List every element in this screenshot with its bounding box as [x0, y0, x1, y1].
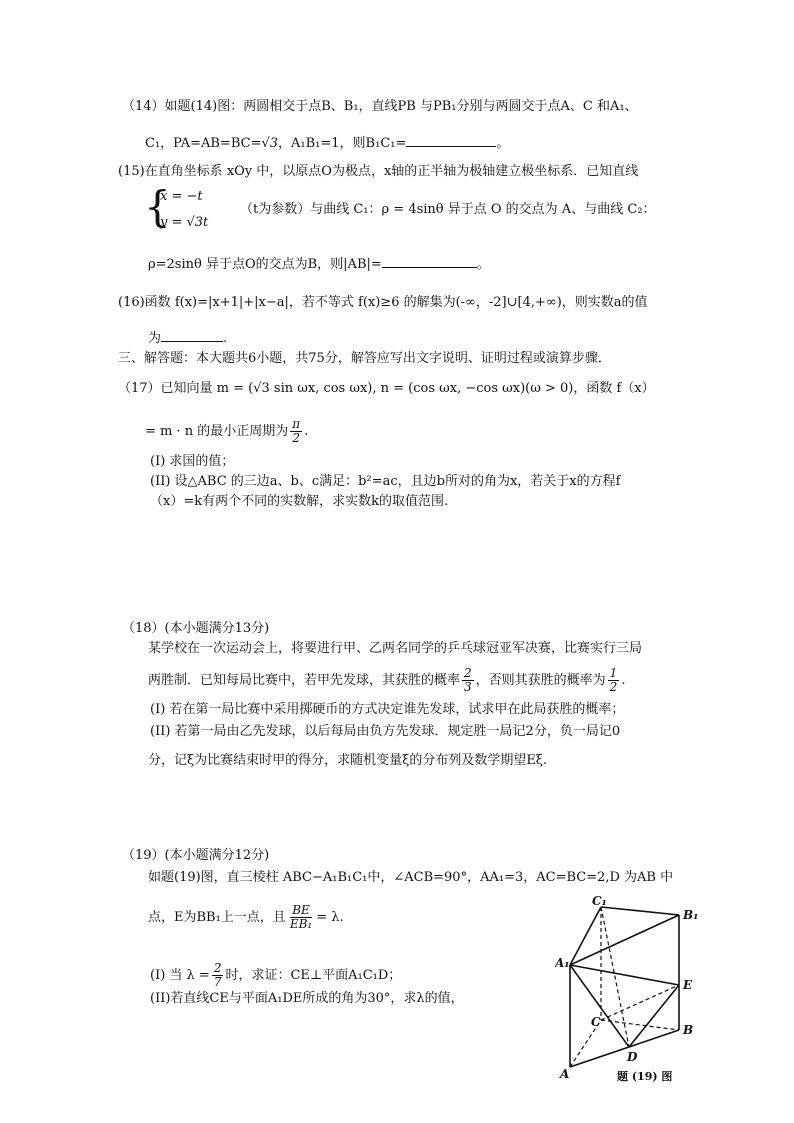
q16-line1: (16)函数 f(x)=|x+1|+|x−a|，若不等式 f(x)≥6 的解集为(-∞，-2]∪[4,+∞)，则实数a的值 [118, 295, 648, 310]
edge-c1-b1 [601, 907, 679, 915]
q17-text-b: . [304, 424, 309, 439]
q14-text-d: 。 [496, 136, 510, 151]
q18-text-a: 两胜制．已知每局比赛中，若甲先发球，其获胜的概率 [148, 673, 461, 688]
q19-part1-a: (I) 当 λ = [150, 968, 210, 983]
q15-line2: （t为参数）与曲线 C₁：ρ = 4sinθ 异于点 O 的交点为 A、与曲线 C₂： [240, 202, 656, 217]
q19-part1-frac-den: 7 [213, 975, 222, 989]
label-d: D [627, 1050, 638, 1064]
q18-line2 [148, 667, 625, 694]
edge-a1-b1 [570, 915, 679, 965]
q15-brace: { [144, 182, 171, 231]
q18-heading: （18）(本小题满分13分) [122, 621, 270, 636]
q15-line1: (15)在直角坐标系 xOy 中，以原点O为极点，x轴的正半轴为极轴建立极坐标系．已知直线 [118, 164, 639, 179]
section3-heading: 三、解答题：本大题共6小题，共75分，解答应写出文字说明、证明过程或演算步骤． [118, 351, 611, 366]
q17-line1: （17）已知向量 m = (√3 sin ωx, cos ωx), n = (cos ωx, −cos ωx)(ω > 0)，函数 f（x） [118, 381, 655, 396]
label-a: A [560, 1067, 570, 1081]
q17-frac-num: π [292, 417, 301, 431]
q16-text-b: . [223, 331, 228, 346]
q15-system-eq2: y = √3t [160, 215, 209, 230]
q16-line2 [148, 329, 227, 348]
q19-frac-den: EB₁ [289, 917, 313, 931]
q18-fraction-2 [608, 667, 620, 694]
q15-line3 [148, 255, 490, 274]
label-e: E [683, 978, 693, 992]
q18-line1: 某学校在一次运动会上，将要进行甲、乙两名同学的乒乓球冠亚军决赛，比赛实行三局 [148, 641, 643, 656]
q18-part2: (II) 若第一局由乙先发球，以后每局由负方先发球．规定胜一局记2分，负一局记0 [150, 724, 621, 739]
q18-fraction-1 [462, 667, 474, 694]
q18-frac1-num: 2 [464, 666, 472, 680]
q14-answer-blank [406, 134, 496, 147]
q14-sqrt3: √3 [261, 136, 279, 151]
q19-part1-b: 时，求证：CE⊥平面A₁C₁D； [225, 968, 402, 983]
q17-fraction [290, 418, 302, 445]
q15-text-a: ρ=2sinθ 异于点O的交点为B，则|AB|= [148, 257, 382, 272]
q18-frac2-den: 2 [609, 680, 618, 694]
q14-line1: （14）如题(14)图：两圆相交于点B、B₁，直线PB 与PB₁分别与两圆交于点A、C 和A₁、 [122, 99, 638, 114]
q16-text-a: 为 [148, 331, 162, 346]
q16-answer-blank [161, 329, 223, 342]
q15-text-b: 。 [476, 257, 490, 272]
label-b: B [683, 1023, 694, 1037]
q19-part1 [150, 962, 401, 989]
q19-heading: （19）(本小题满分12分) [122, 848, 270, 863]
q19-text-a: 点，E为BB₁上一点，且 [148, 910, 286, 925]
q19-line1: 如题(19)图，直三棱柱 ABC−A₁B₁C₁中，∠ACB=90°，AA₁=3，AC=BC=2,D 为AB 中 [148, 870, 674, 885]
q17-text-a: = m · n 的最小正周期为 [145, 424, 289, 439]
edge-a1-d [570, 965, 629, 1047]
label-b1: B₁ [683, 908, 699, 922]
q17-part2: (II) 设△ABC 的三边a、b、c满足：b²=ac，且边b所对的角为x，若关于x的方程f [150, 474, 621, 489]
q18-frac1-den: 3 [464, 680, 472, 694]
q17-part1: (I) 求国的值； [150, 454, 235, 469]
q19-part1-fraction [212, 962, 224, 989]
q18-frac2-num: 1 [609, 666, 618, 680]
label-c: C [591, 1015, 601, 1029]
q17-frac-den: 2 [292, 431, 301, 445]
q19-text-b: = λ. [316, 910, 344, 925]
hidden-edge-c-e [601, 985, 679, 1020]
q15-answer-blank [382, 255, 477, 268]
q18-text-b: ，否则其获胜的概率为 [475, 673, 606, 688]
q19-part1-frac-num: 2 [213, 961, 222, 975]
label-a1: A₁ [555, 956, 570, 970]
q19-frac-num: BE [292, 903, 310, 917]
q18-part1: (I) 若在第一局比赛中采用掷硬币的方式决定谁先发球，试求甲在此局获胜的概率； [150, 702, 625, 717]
edge-a1-e [570, 965, 679, 985]
hidden-edge-c1-d [601, 907, 629, 1047]
q17-line2 [145, 418, 308, 445]
prism-figure [555, 895, 705, 1085]
q19-line2 [148, 904, 344, 931]
q14-text-c: ，A₁B₁=1，则B₁C₁= [278, 136, 407, 151]
q14-line2 [145, 134, 509, 153]
edge-a-b [570, 1030, 679, 1067]
figure-caption: 题 (19) 图 [617, 1070, 673, 1083]
q19-part2: (II)若直线CE与平面A₁DE所成的角为30°，求λ的值， [150, 991, 464, 1006]
q18-text-c: . [621, 673, 626, 688]
label-c1: C₁ [592, 895, 607, 908]
q14-text-a: C₁，PA=AB=BC= [145, 136, 262, 151]
edge-a1-c1 [570, 907, 601, 965]
q17-part2-cont: （x）=k有两个不同的实数解，求实数k的取值范围. [150, 494, 449, 509]
q19-fraction [288, 904, 314, 931]
q15-system-eq1: x = −t [160, 189, 203, 204]
q18-part2-cont: 分，记ξ为比赛结束时甲的得分，求随机变量ξ的分布列及数学期望Eξ. [148, 753, 548, 768]
